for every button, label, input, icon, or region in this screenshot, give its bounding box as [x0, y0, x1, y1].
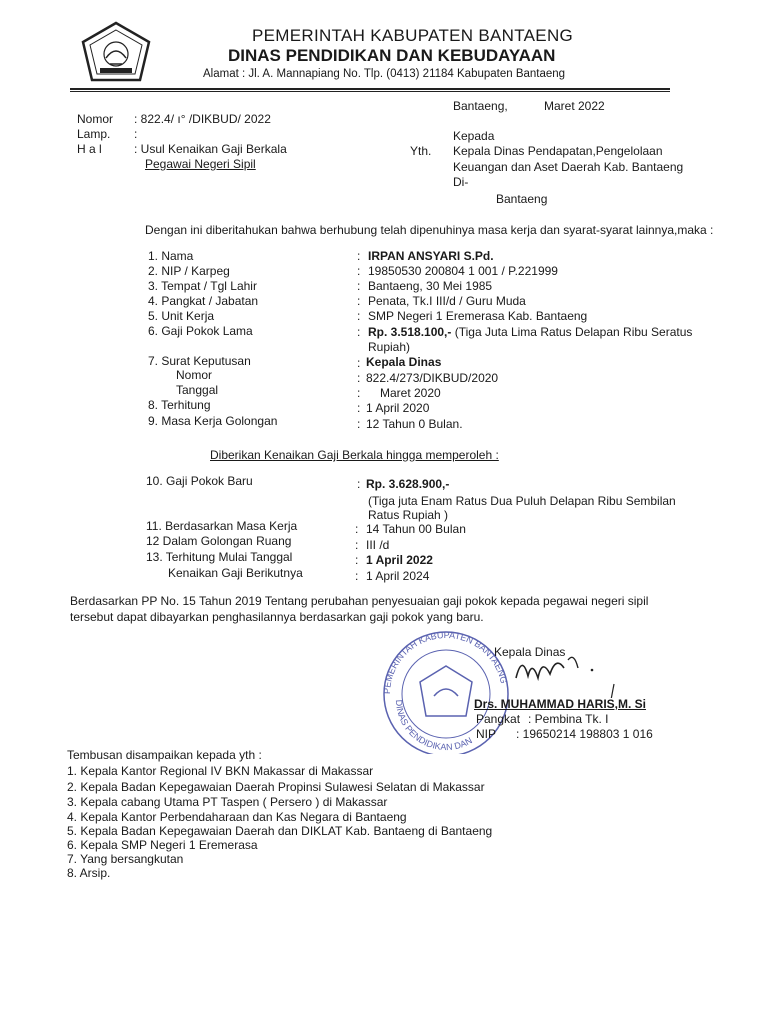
hal-value-line2: Pegawai Negeri Sipil: [145, 157, 256, 171]
item-label: Kenaikan Gaji Berikutnya: [168, 566, 303, 580]
increase-subheading: Diberikan Kenaikan Gaji Berkala hingga memperoleh :: [210, 448, 499, 462]
government-title: PEMERINTAH KABUPATEN BANTAENG: [252, 26, 574, 45]
old-salary-amount: Rp. 3.518.100,-: [368, 325, 452, 339]
item-colon: :: [357, 356, 361, 370]
item-value-rank: Penata, Tk.I III/d / Guru Muda: [368, 294, 526, 308]
basis-line2: tersebut dapat dibayarkan penghasilannya berdasarkan gaji pokok yang baru.: [70, 610, 484, 624]
item-label: 3. Tempat / Tgl Lahir: [148, 279, 257, 293]
intro-paragraph: Dengan ini diberitahukan bahwa berhubung telah dipenuhinya masa kerja dan syarat-syarat lainnya,maka :: [145, 223, 714, 237]
signatory-rank-value: : Pembina Tk. I: [528, 712, 609, 726]
item-label: 11. Berdasarkan Masa Kerja: [146, 519, 298, 533]
cc-heading: Tembusan disampaikan kepada yth :: [67, 748, 262, 762]
item-label: 7. Surat Keputusan: [148, 354, 251, 368]
lamp-label: Lamp.: [77, 127, 111, 141]
cc-item: 1. Kepala Kantor Regional IV BKN Makassar di Makassar: [67, 764, 374, 778]
item-colon: :: [355, 553, 359, 567]
item-label: 6. Gaji Pokok Lama: [148, 324, 253, 338]
agency-address: Alamat : Jl. A. Mannapiang No. Tlp. (0413) 21184 Kabupaten Bantaeng: [203, 68, 566, 80]
item-colon: :: [357, 249, 361, 263]
service-basis: 14 Tahun 00 Bulan: [366, 522, 466, 536]
item-colon: :: [357, 294, 361, 308]
item-value-old-salary: [368, 325, 692, 339]
service-period: 12 Tahun 0 Bulan.: [366, 417, 463, 431]
letter-place: Bantaeng,: [453, 99, 508, 113]
item-label: Nomor: [176, 368, 213, 382]
decree-issuer: Kepala Dinas: [366, 355, 442, 369]
regency-emblem-icon: [80, 20, 152, 86]
hal-label: H a l: [77, 142, 102, 156]
header-rule: [70, 88, 670, 90]
recipient-yth: Yth.: [410, 144, 432, 158]
item-colon: :: [355, 538, 359, 552]
item-colon: :: [357, 325, 361, 339]
item-label: Tanggal: [176, 383, 219, 397]
recipient-kepada: Kepada: [453, 129, 495, 143]
old-salary-words-line2: Rupiah): [368, 340, 411, 354]
cc-item: 5. Kepala Badan Kepegawaian Daerah dan DIKLAT Kab. Bantaeng di Bantaeng: [67, 824, 493, 838]
stamp-bottom-text: DINAS PENDIDIKAN DAN: [393, 699, 474, 753]
item-colon: :: [357, 401, 361, 415]
item-value-nip: 19850530 200804 1 001 / P.221999: [368, 264, 558, 278]
item-colon: :: [355, 522, 359, 536]
item-colon: :: [357, 386, 361, 400]
item-colon: :: [357, 279, 361, 293]
lamp-value: :: [134, 127, 138, 141]
nomor-label: Nomor: [77, 112, 114, 126]
item-colon: :: [357, 309, 361, 323]
header-rule-thin: [70, 91, 670, 92]
handwritten-signature-icon: [512, 648, 622, 698]
recipient-line3: Di-: [453, 175, 469, 189]
effective-date: 1 April 2020: [366, 401, 430, 415]
recipient-line2: Keuangan dan Aset Daerah Kab. Bantaeng: [453, 160, 684, 174]
next-increase-date: 1 April 2024: [366, 569, 430, 583]
signatory-rank-label: Pangkat: [476, 712, 521, 726]
item-label: 2. NIP / Karpeg: [148, 264, 230, 278]
cc-item: 7. Yang bersangkutan: [67, 852, 184, 866]
start-date: 1 April 2022: [366, 553, 433, 567]
svg-text:PEMERINTAH KABUPATEN BANTAENG: [382, 630, 509, 694]
agency-title: DINAS PENDIDIKAN DAN KEBUDAYAAN: [228, 46, 556, 65]
item-value-birth: Bantaeng, 30 Mei 1985: [368, 279, 493, 293]
item-label: 9. Masa Kerja Golongan: [148, 414, 278, 428]
old-salary-words: (Tiga Juta Lima Ratus Delapan Ribu Seratus: [451, 325, 693, 339]
letter-date: Maret 2022: [544, 99, 605, 113]
decree-date: Maret 2020: [380, 386, 441, 400]
item-colon: :: [357, 417, 361, 431]
cc-item: 2. Kepala Badan Kepegawaian Daerah Propinsi Sulawesi Selatan di Makassar: [67, 780, 485, 794]
new-salary-amount: Rp. 3.628.900,-: [366, 477, 450, 491]
cc-item: 4. Kepala Kantor Perbendaharaan dan Kas Negara di Bantaeng: [67, 810, 407, 824]
new-salary-words-line2: Ratus Rupiah ): [368, 508, 449, 522]
signatory-name: Drs. MUHAMMAD HARIS,M. Si: [474, 697, 647, 711]
item-label: 1. Nama: [148, 249, 194, 263]
nomor-value: : 822.4/ ı° /DIKBUD/ 2022: [134, 112, 271, 126]
item-label: 12 Dalam Golongan Ruang: [146, 534, 292, 548]
signatory-title: Kepala Dinas: [494, 645, 566, 659]
item-label: 4. Pangkat / Jabatan: [148, 294, 259, 308]
item-label: 8. Terhitung: [148, 398, 211, 412]
item-colon: :: [357, 477, 361, 491]
item-label: 5. Unit Kerja: [148, 309, 215, 323]
cc-item: 3. Kepala cabang Utama PT Taspen ( Persero ) di Makassar: [67, 795, 388, 809]
signatory-nip-label: NIP: [476, 727, 497, 741]
grade-value: III /d: [366, 538, 390, 552]
item-colon: :: [357, 264, 361, 278]
item-colon: :: [357, 371, 361, 385]
signatory-nip-value: : 19650214 198803 1 016: [516, 727, 653, 741]
item-label: 13. Terhitung Mulai Tanggal: [146, 550, 293, 564]
item-colon: :: [355, 569, 359, 583]
basis-line1: Berdasarkan PP No. 15 Tahun 2019 Tentang perubahan penyesuaian gaji pokok kepada pegawai negeri sipil: [70, 594, 649, 608]
new-salary-words: (Tiga juta Enam Ratus Dua Puluh Delapan Ribu Sembilan: [368, 494, 676, 508]
cc-item: 6. Kepala SMP Negeri 1 Eremerasa: [67, 838, 258, 852]
recipient-line1: Kepala Dinas Pendapatan,Pengelolaan: [453, 144, 663, 158]
stamp-outer-text: PEMERINTAH KABUPATEN BANTAENG: [381, 630, 509, 695]
cc-item: 8. Arsip.: [67, 866, 111, 880]
recipient-line4: Bantaeng: [496, 192, 548, 206]
item-value-name: IRPAN ANSYARI S.Pd.: [368, 249, 494, 263]
item-value-unit: SMP Negeri 1 Eremerasa Kab. Bantaeng: [368, 309, 588, 323]
item-label: 10. Gaji Pokok Baru: [146, 474, 253, 488]
svg-text:DINAS PENDIDIKAN DAN: [394, 699, 474, 752]
decree-number: 822.4/273/DIKBUD/2020: [366, 371, 499, 385]
hal-value: : Usul Kenaikan Gaji Berkala: [134, 142, 287, 156]
